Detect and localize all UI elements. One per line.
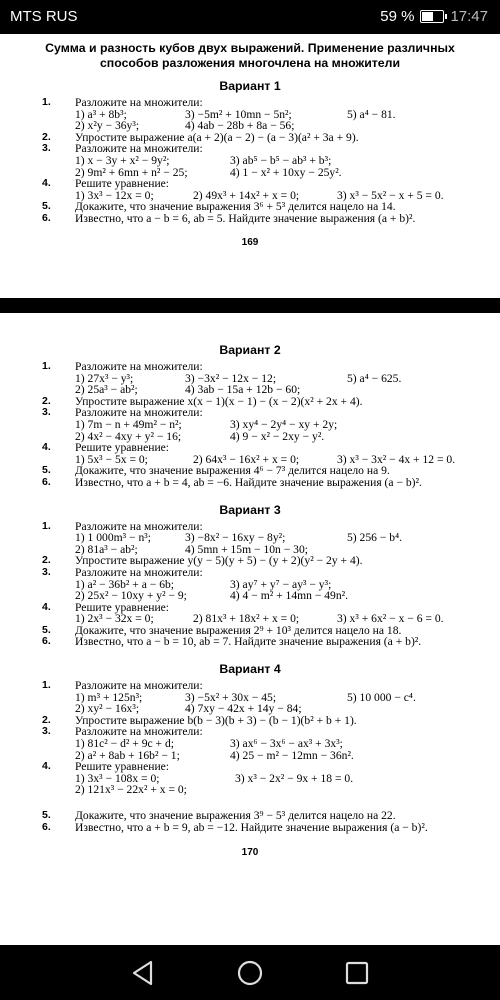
subtask: 3) ay⁷ + y⁷ − ay³ − y³;: [230, 577, 332, 591]
subtask: 3) xy⁴ − 2y⁴ − xy + 2y;: [230, 417, 338, 431]
task-text: Докажите, что значение выражения 2⁹ + 10³ делится нацело на 18.: [75, 623, 402, 637]
v3-task-6: [0, 636, 500, 648]
v3-task-3: [0, 567, 500, 602]
subtask: 3) ax⁶ − 3x⁶ − ax³ + 3x³;: [230, 737, 343, 751]
v4-task-6: [0, 822, 500, 834]
subtask: 1) 7m − n + 49m² − n²;: [75, 417, 182, 431]
subtask: 5) 256 − b⁴.: [347, 531, 403, 545]
task-number: 2.: [42, 554, 51, 567]
subtask: 1) 3x³ − 12x = 0;: [75, 188, 154, 202]
battery-percent: 59 %: [380, 8, 415, 25]
subtask: 1) 81c² − d² + 9c + d;: [75, 737, 175, 751]
subtask: 4) 7xy − 42x + 14y − 84;: [185, 702, 302, 716]
task-number: 6.: [42, 820, 51, 833]
task-text: Известно, что a + b = 4, ab = −6. Найдите значение выражения (a − b)².: [75, 475, 422, 489]
subtask: 3) −3x² − 12x − 12;: [185, 371, 277, 385]
subtask: 3) −5x² + 30x − 45;: [185, 690, 277, 704]
subtask: 4) 4ab − 28b + 8a − 56;: [185, 119, 295, 133]
task-text: Докажите, что значение выражения 3⁹ − 5³ делится нацело на 22.: [75, 809, 396, 822]
task-text: Решите уравнение:: [75, 760, 170, 774]
document-title: [0, 41, 500, 71]
task-number: 4.: [42, 760, 51, 773]
subtask: 2) 81x³ + 18x² + x = 0;: [193, 612, 300, 626]
subtask: 1) m³ + 125n³;: [75, 690, 143, 704]
page-number: 169: [241, 236, 259, 248]
task-number: 2.: [42, 394, 51, 407]
task-number: 5.: [42, 623, 51, 636]
subtask: 3) x³ − 3x² − 4x + 12 = 0.: [337, 452, 456, 466]
page-number: 170: [241, 847, 259, 859]
subtask: 1) a³ + 8b³;: [75, 107, 127, 121]
task-text: Известно, что a + b = 9, ab = −12. Найдите значение выражения (a − b)².: [75, 820, 428, 834]
subtask: 1) 1 000m³ − n³;: [75, 531, 151, 545]
document-page-170[interactable]: [0, 313, 500, 945]
task-text: Докажите, что значение выражения 3⁶ + 5³ делится нацело на 14.: [75, 200, 396, 214]
variant-1-title: Вариант 1: [219, 79, 281, 93]
navigation-bar: [0, 945, 500, 1000]
task-text: Упростите выражение a(a + 2)(a − 2) − (a − 3)(a² + 3a + 9).: [75, 130, 359, 144]
battery-icon: [420, 10, 444, 23]
task-text: Упростите выражение b(b − 3)(b + 3) − (b − 1)(b² + b + 1).: [75, 713, 357, 727]
v3-task-1: [0, 521, 500, 556]
subtask: 5) 10 000 − c⁴.: [347, 690, 416, 704]
subtask: 3) −5m² + 10mn − 5n²;: [185, 107, 292, 121]
clock: 17:47: [450, 8, 488, 25]
status-bar: [0, 0, 500, 34]
v4-task-5: [0, 810, 500, 822]
task-text: Решите уравнение:: [75, 177, 170, 191]
carrier-name: MTS RUS: [10, 8, 78, 25]
v1-task-1: [0, 97, 500, 132]
home-icon[interactable]: [234, 957, 266, 989]
subtask: 2) a² + 8ab + 16b² − 1;: [75, 748, 180, 762]
title-line-1: Сумма и разность кубов двух выражений. Применение различных: [45, 41, 455, 55]
variant-4-title: Вариант 4: [219, 662, 281, 677]
v1-task-4: [0, 178, 500, 201]
task-number: 3.: [42, 406, 51, 419]
task-text: Разложите на множители:: [75, 360, 203, 373]
back-icon[interactable]: [127, 957, 159, 989]
task-text: Разложите на множители:: [75, 406, 203, 420]
v4-task-1: [0, 680, 500, 715]
subtask: 2) 64x³ − 16x² + x = 0;: [193, 452, 300, 466]
v2-task-1: [0, 361, 500, 396]
subtask: 5) a⁴ − 625.: [347, 371, 402, 385]
task-number: 5.: [42, 464, 51, 477]
task-number: 3.: [42, 142, 51, 155]
task-number: 3.: [42, 565, 51, 578]
task-number: 6.: [42, 211, 51, 224]
task-text: Решите уравнение:: [75, 600, 170, 614]
task-number: 1.: [42, 360, 51, 372]
title-line-2: способов разложения многочлена на множители: [99, 56, 401, 70]
task-number: 6.: [42, 635, 51, 648]
subtask: 4) 3ab − 15a + 12b − 60;: [185, 383, 301, 397]
battery-fill: [422, 12, 433, 21]
variant-3-title: Вариант 3: [219, 502, 281, 517]
subtask: 2) 81a³ − ab²;: [75, 542, 138, 556]
subtask: 2) 25x² − 10xy + y² − 9;: [75, 589, 187, 603]
task-number: 4.: [42, 177, 51, 190]
v2-task-6: [0, 477, 500, 489]
v1-task-6: [0, 213, 500, 225]
subtask: 1) 2x³ − 32x = 0;: [75, 612, 154, 626]
v1-task-3: [0, 143, 500, 178]
document-page-169[interactable]: [0, 34, 500, 298]
subtask: 4) 5mn + 15m − 10n − 30;: [185, 542, 308, 556]
task-number: 4.: [42, 600, 51, 613]
subtask: 3) ab⁵ − b⁵ − ab³ + b³;: [230, 153, 332, 167]
task-text: Упростите выражение x(x − 1)(x − 1) − (x − 2)(x² + 2x + 4).: [75, 394, 363, 408]
subtask: 1) 27x³ − y³;: [75, 371, 134, 385]
task-text: Разложите на множители:: [75, 679, 203, 693]
subtask: 3) −8x² − 16xy − 8y²;: [185, 531, 286, 545]
task-number: 6.: [42, 475, 51, 488]
subtask: 4) 4 − m² + 14mn − 49n².: [230, 589, 349, 603]
subtask: 3) x³ − 5x² − x + 5 = 0.: [337, 188, 444, 202]
task-text: Решите уравнение:: [75, 441, 170, 455]
subtask: 1) 5x³ − 5x = 0;: [75, 452, 148, 466]
subtask: 2) 49x³ + 14x² + x = 0;: [193, 188, 300, 202]
task-text: Упростите выражение y(y − 5)(y + 5) − (y + 2)(y² − 2y + 4).: [75, 554, 363, 568]
subtask: 2) xy² − 16x³;: [75, 702, 140, 716]
subtask: 2) 25a³ − ab²;: [75, 383, 138, 397]
subtask: 3) x³ + 6x² − x − 6 = 0.: [337, 612, 444, 626]
subtask: 1) x − 3y + x² − 9y²;: [75, 153, 170, 167]
variant-2-title: Вариант 2: [219, 343, 281, 357]
v2-task-4: [0, 442, 500, 465]
task-number: 2.: [42, 713, 51, 726]
subtask: 4) 9 − x² − 2xy − y².: [230, 429, 325, 443]
task-number: 5.: [42, 200, 51, 213]
subtask: 2) 9m² + 6mn + n² − 25;: [75, 165, 188, 179]
task-text: Докажите, что значение выражения 4⁶ − 7³ делится нацело на 9.: [75, 464, 390, 478]
subtask: 3) x³ − 2x² − 9x + 18 = 0.: [235, 771, 354, 785]
task-number: 1.: [42, 519, 51, 532]
task-number: 4.: [42, 441, 51, 454]
recent-apps-icon[interactable]: [341, 957, 373, 989]
task-text: Разложите на множители:: [75, 519, 203, 533]
subtask: 1) 3x³ − 108x = 0;: [75, 771, 160, 785]
v2-task-3: [0, 407, 500, 442]
v4-task-3: [0, 726, 500, 761]
task-text: Известно, что a − b = 10, ab = 7. Найдите значение выражения (a + b)².: [75, 635, 422, 649]
subtask: 4) 25 − m² − 12mn − 36n².: [230, 748, 354, 762]
task-text: Разложите на множители:: [75, 725, 203, 739]
task-text: Разложите на множители:: [75, 96, 203, 109]
task-number: 3.: [42, 725, 51, 738]
subtask: 2) 121x³ − 22x² + x = 0;: [75, 783, 187, 797]
subtask: 2) 4x² − 4xy + y² − 16;: [75, 429, 182, 443]
task-number: 5.: [42, 809, 51, 821]
status-right: [380, 8, 488, 25]
subtask: 4) 1 − x² + 10xy − 25y².: [230, 165, 342, 179]
v4-task-4: [0, 761, 500, 796]
task-number: 2.: [42, 130, 51, 143]
task-text: Разложите на множители:: [75, 142, 203, 156]
v3-task-4: [0, 602, 500, 625]
task-text: Известно, что a − b = 6, ab = 5. Найдите значение выражения (a + b)².: [75, 211, 416, 225]
task-number: 1.: [42, 96, 51, 108]
subtask: 1) a² − 36b² + a − 6b;: [75, 577, 175, 591]
subtask: 5) a⁴ − 81.: [347, 107, 396, 121]
subtask: 2) x²y − 36y³;: [75, 119, 140, 133]
task-number: 1.: [42, 679, 51, 692]
task-text: Разложите на множители:: [75, 565, 203, 579]
